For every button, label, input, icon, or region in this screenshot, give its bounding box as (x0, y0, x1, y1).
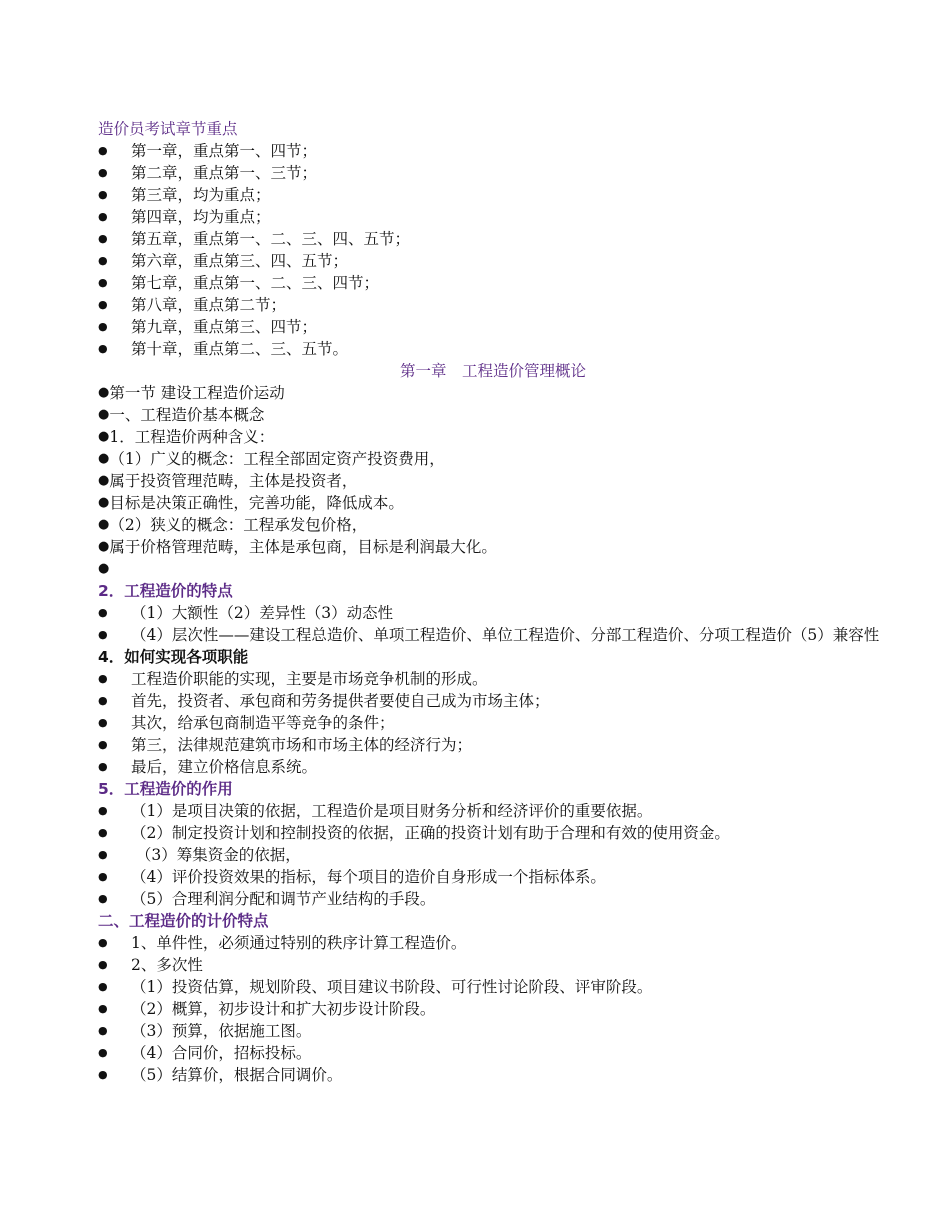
list-item: ● 第十章，重点第二、三、五节。 (98, 340, 349, 358)
bullet-icon: ● (98, 517, 110, 532)
list-item: ●属于价格管理范畴，主体是承包商，目标是利润最大化。 (98, 538, 497, 556)
bullet-icon: ● (98, 407, 110, 422)
list-item: ● 第九章，重点第三、四节； (98, 318, 318, 336)
list-item: ● 第一章，重点第一、四节； (98, 142, 318, 160)
bullet-icon: ● (98, 144, 108, 157)
bullet-icon: ● (98, 539, 110, 554)
list-item: ● （2）概算，初步设计和扩大初步设计阶段。 (98, 1000, 436, 1018)
bullet-icon: ● (98, 166, 108, 179)
list-item: ● （3）筹集资金的依据， (98, 846, 301, 864)
list-item: ●（2）狭义的概念：工程承发包价格， (98, 516, 368, 534)
pricing-list (98, 932, 888, 1086)
bullet-icon: ● (98, 980, 108, 993)
bullet-icon: ● (98, 561, 110, 576)
bullet-icon: ● (98, 342, 108, 355)
list-item: ● （4）评价投资效果的指标，每个项目的造价自身形成一个指标体系。 (98, 868, 606, 886)
list-item: ● （5）合理利润分配和调节产业结构的手段。 (98, 890, 436, 908)
bullet-icon: ● (98, 495, 110, 510)
list-item: ● 最后，建立价格信息系统。 (98, 758, 318, 776)
list-item: ● 第四章，均为重点； (98, 208, 271, 226)
list-item: ● 第五章，重点第一、二、三、四、五节； (98, 230, 411, 248)
list-item: ●属于投资管理范畴，主体是投资者， (98, 472, 358, 490)
bullet-icon: ● (98, 385, 110, 400)
list-item: ● 2、多次性 (98, 956, 203, 974)
bullet-icon: ● (98, 1002, 108, 1015)
bullet-icon: ● (98, 870, 108, 883)
list-item (98, 558, 888, 580)
features-list (98, 602, 888, 646)
list-item: ● 其次，给承包商制造平等竞争的条件； (98, 714, 395, 732)
list-item: ● （1）是项目决策的依据，工程造价是项目财务分析和经济评价的重要依据。 (98, 802, 653, 820)
roles-list (98, 800, 888, 910)
list-item: ● 第八章，重点第二节； (98, 296, 287, 314)
bullet-icon: ● (98, 672, 108, 685)
list-item: ● 1、单件性，必须通过特别的秩序计算工程造价。 (98, 934, 467, 952)
bullet-icon: ● (98, 254, 108, 267)
list-item: ● （1）大额性（2）差异性（3）动态性 (98, 604, 394, 622)
list-item: ● 第二章，重点第一、三节； (98, 164, 318, 182)
heading-functions: 4．如何实现各项职能 (98, 648, 249, 666)
list-item: ● 第六章，重点第三、四、五节； (98, 252, 349, 270)
document-title: 造价员考试章节重点 (98, 120, 238, 138)
list-item: ●一、工程造价基本概念 (98, 406, 265, 424)
functions-list (98, 668, 888, 778)
bullet-icon: ● (98, 1068, 108, 1081)
bullet-icon: ● (98, 1046, 108, 1059)
heading-features: 2．工程造价的特点 (98, 582, 233, 600)
list-item: ●目标是决策正确性，完善功能，降低成本。 (98, 494, 404, 512)
list-item: ●（1）广义的概念：工程全部固定资产投资费用， (98, 450, 445, 468)
list-item: ● （5）结算价，根据合同调价。 (98, 1066, 343, 1084)
list-item: ● 首先，投资者、承包商和劳务提供者要使自己成为市场主体； (98, 692, 550, 710)
list-item: ● 第三章，均为重点； (98, 186, 271, 204)
bullet-icon: ● (98, 694, 108, 707)
chapter-title: 第一章 工程造价管理概论 (399, 362, 586, 380)
chapter-points-list (98, 140, 888, 360)
bullet-icon: ● (98, 232, 108, 245)
bullet-icon: ● (98, 892, 108, 905)
document-page (98, 118, 888, 1086)
bullet-icon: ● (98, 848, 108, 861)
bullet-icon: ● (98, 210, 108, 223)
list-item: ●第一节 建设工程造价运动 (98, 384, 285, 402)
bullet-icon: ● (98, 760, 108, 773)
bullet-icon: ● (98, 606, 108, 619)
heading-roles: 5．工程造价的作用 (98, 780, 233, 798)
bullet-icon: ● (98, 451, 110, 466)
bullet-icon: ● (98, 429, 110, 444)
list-item: ● （1）投资估算，规划阶段、项目建议书阶段、可行性讨论阶段、评审阶段。 (98, 978, 653, 996)
bullet-icon: ● (98, 1024, 108, 1037)
bullet-icon: ● (98, 276, 108, 289)
bullet-icon: ● (98, 628, 108, 641)
bullet-icon: ● (98, 804, 108, 817)
bullet-icon: ● (98, 298, 108, 311)
list-item: ● （4）层次性——建设工程总造价、单项工程造价、单位工程造价、分部工程造价、分项工程造价（5）兼容性 (98, 626, 880, 644)
list-item: ●1．工程造价两种含义： (98, 428, 275, 446)
bullet-icon: ● (98, 826, 108, 839)
bullet-icon: ● (98, 958, 108, 971)
list-item: ● 第七章，重点第一、二、三、四节； (98, 274, 380, 292)
list-item: ● （3）预算，依据施工图。 (98, 1022, 312, 1040)
bullet-icon: ● (98, 320, 108, 333)
bullet-icon: ● (98, 936, 108, 949)
list-item: ● （2）制定投资计划和控制投资的依据，正确的投资计划有助于合理和有效的使用资金。 (98, 824, 730, 842)
bullet-icon: ● (98, 473, 110, 488)
bullet-icon: ● (98, 188, 108, 201)
list-item: ● 第三，法律规范建筑市场和市场主体的经济行为； (98, 736, 473, 754)
list-item: ● 工程造价职能的实现，主要是市场竞争机制的形成。 (98, 670, 488, 688)
list-item: ● （4）合同价，招标投标。 (98, 1044, 312, 1062)
bullet-icon: ● (98, 716, 108, 729)
section-1-list (98, 382, 888, 580)
heading-pricing: 二、工程造价的计价特点 (98, 912, 269, 930)
bullet-icon: ● (98, 738, 108, 751)
